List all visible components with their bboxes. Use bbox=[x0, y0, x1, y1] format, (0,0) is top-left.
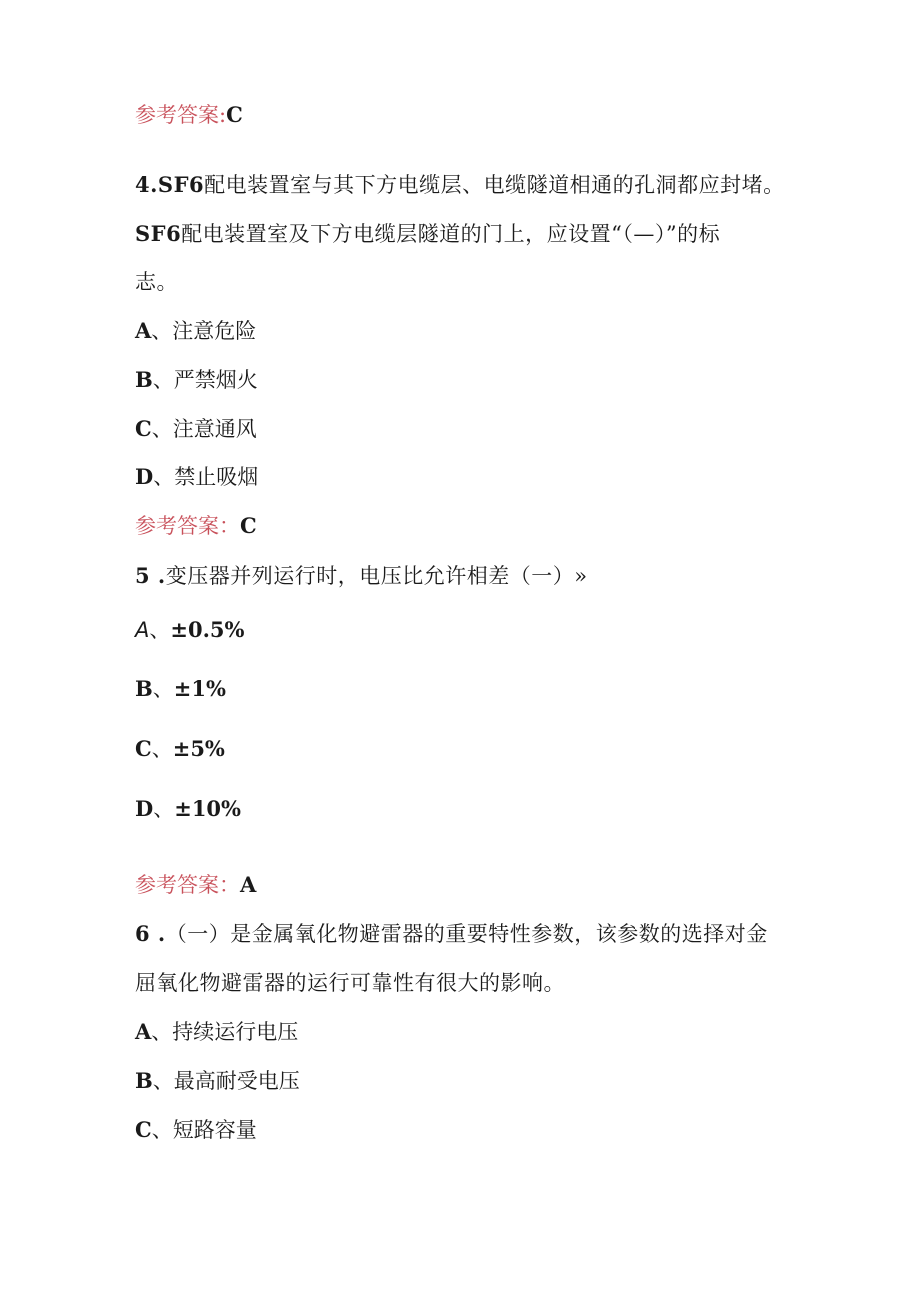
option-sep: 、 bbox=[151, 319, 173, 343]
option-a bbox=[135, 317, 256, 345]
option-text: 最高耐受电压 bbox=[173, 1069, 300, 1093]
question-5-line-1 bbox=[135, 562, 588, 590]
answer-label: 参考答案： bbox=[135, 873, 240, 897]
option-b bbox=[135, 366, 258, 394]
option-b bbox=[135, 1067, 300, 1095]
question-number: 6 . bbox=[135, 921, 166, 946]
option-c bbox=[135, 735, 225, 763]
question-text: 配电装置室及下方电缆层隧道的门上，应设置“（—）”的标 bbox=[181, 222, 721, 246]
question-number: 5 . bbox=[135, 563, 166, 588]
question-text: 屈氧化物避雷器的运行可靠性有很大的影响。 bbox=[135, 971, 565, 995]
option-text: 持续运行电压 bbox=[172, 1020, 299, 1044]
answer-label: 参考答案： bbox=[135, 514, 240, 538]
option-letter: A bbox=[135, 318, 152, 343]
option-letter: C bbox=[135, 416, 152, 441]
option-text: 注意危险 bbox=[172, 319, 257, 343]
question-text: （一）是金属氧化物避雷器的重要特性参数，该参数的选择对金 bbox=[165, 922, 768, 946]
option-sep: 、 bbox=[153, 465, 175, 489]
option-c bbox=[135, 1116, 257, 1144]
question-6-line-2 bbox=[135, 969, 565, 997]
answer-value: C bbox=[226, 102, 243, 127]
option-text: ±1% bbox=[173, 676, 226, 701]
answer-value: C bbox=[240, 513, 257, 538]
option-text: ±5% bbox=[172, 736, 225, 761]
question-6-line-1 bbox=[135, 920, 768, 948]
option-letter: B bbox=[135, 676, 153, 701]
option-a bbox=[135, 616, 244, 644]
option-sep: 、 bbox=[151, 417, 173, 441]
option-sep: 、 bbox=[152, 677, 174, 701]
option-c bbox=[135, 415, 257, 443]
option-text: ±10% bbox=[174, 796, 241, 821]
question-number: 4.SF6 bbox=[135, 172, 205, 197]
question-text: 配电装置室与其下方电缆层、电缆隧道相通的孔洞都应封堵。 bbox=[204, 173, 785, 197]
option-letter: A bbox=[135, 618, 150, 642]
question-4-line-3 bbox=[135, 268, 178, 296]
option-sep: 、 bbox=[152, 368, 174, 392]
option-letter: B bbox=[135, 1068, 153, 1093]
question-4-line-2 bbox=[135, 220, 720, 248]
option-letter: C bbox=[135, 1117, 152, 1142]
option-sep: 、 bbox=[149, 618, 171, 642]
option-sep: 、 bbox=[152, 1069, 174, 1093]
option-sep: 、 bbox=[153, 797, 175, 821]
option-letter: D bbox=[135, 796, 154, 821]
option-sep: 、 bbox=[151, 737, 173, 761]
answer-label: 参考答案: bbox=[135, 103, 227, 127]
option-d bbox=[135, 463, 258, 491]
option-a bbox=[135, 1018, 298, 1046]
question-text: 志。 bbox=[135, 270, 178, 294]
question-text: 变压器并列运行时，电压比允许相差（一）» bbox=[165, 564, 588, 588]
question-term: SF6 bbox=[135, 221, 182, 246]
option-sep: 、 bbox=[151, 1118, 173, 1142]
answer-q5 bbox=[135, 871, 256, 899]
answer-q4 bbox=[135, 512, 257, 540]
option-text: 短路容量 bbox=[172, 1118, 257, 1142]
option-d bbox=[135, 795, 241, 823]
answer-value: A bbox=[240, 872, 257, 897]
option-text: 注意通风 bbox=[172, 417, 257, 441]
answer-q3 bbox=[135, 101, 243, 129]
option-letter: C bbox=[135, 736, 152, 761]
option-letter: A bbox=[135, 1019, 152, 1044]
option-text: 禁止吸烟 bbox=[174, 465, 259, 489]
option-sep: 、 bbox=[151, 1020, 173, 1044]
option-text: 严禁烟火 bbox=[173, 368, 258, 392]
option-text: ±0.5% bbox=[170, 617, 245, 642]
question-4-line-1 bbox=[135, 171, 785, 199]
option-letter: D bbox=[135, 464, 154, 489]
option-b bbox=[135, 675, 226, 703]
option-letter: B bbox=[135, 367, 153, 392]
